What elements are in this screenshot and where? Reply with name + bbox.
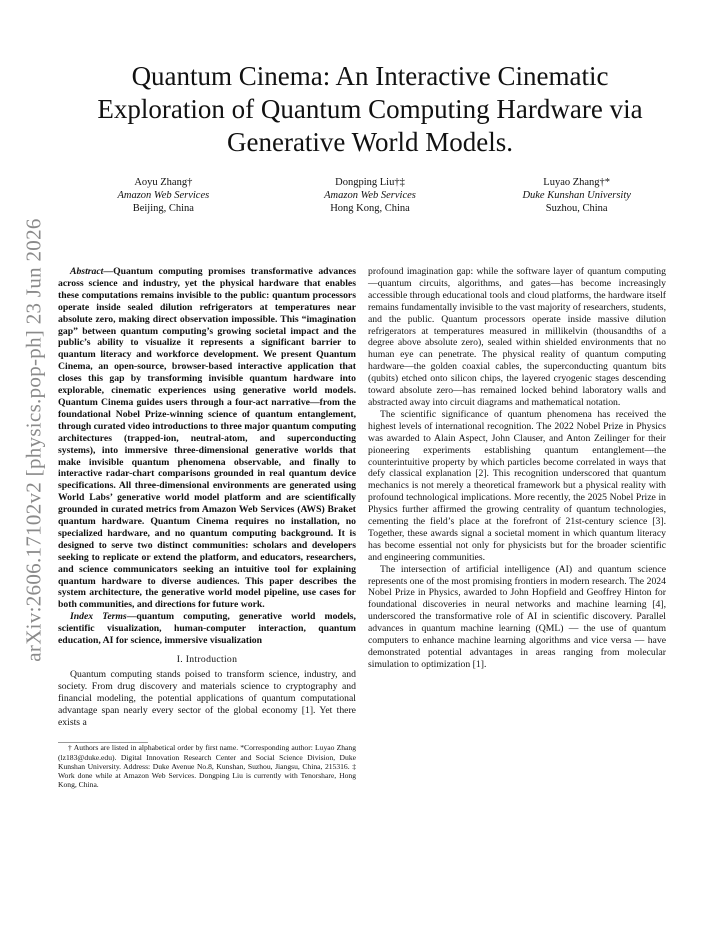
arxiv-identifier: arXiv:2606.17102v2 [physics.pop-ph] 23 Jun 2026 xyxy=(21,218,46,662)
author-2 xyxy=(267,176,474,215)
author-footnote: † Authors are listed in alphabetical order by first name. *Corresponding author: Luyao Zhang (lz183@duke.edu). Digital Innovation Research Center and Social Science Division, Duke Kunshan University. Address: Duke Avenue No.8, Kunshan, Suzhou, Jiangsu, China, 215316. ‡ Work done while at Amazon Web Services. Dongping Liu is currently with Tenorshare, Hong Kong, China. xyxy=(58,743,356,790)
arxiv-sidebar-stamp xyxy=(14,200,54,680)
author-name: Luyao Zhang†* xyxy=(543,177,611,188)
abstract-text: —Quantum computing promises transformative advances across science and industry, yet the physical hardware that enables these computations remains invisible to the public: quantum processors operate inside sealed dilution refrigerators at temperatures near absolute zero, making direct observation impossible. This “imagination gap” between quantum computing’s growing societal impact and the public’s ability to visualize it represents a significant barrier to quantum literacy and workforce development. We present Quantum Cinema, an open-source, browser-based interactive application that closes this gap by transforming invisible quantum hardware into explorable, cinematic experiences using generative world models. Quantum Cinema guides users through a four-act narrative—from the foundational Nobel Prize-winning science of quantum entanglement, through curated video introductions to three major quantum computing architectures (trapped-ion, neutral-atom, and superconducting systems), into immersive three-dimensional generative worlds that make invisible quantum phenomena observable, and finally to interactive radar-chart comparisons grounded in real quantum device specifications. All three-dimensional environments are generated using World Labs’ generative world model platform and are scientifically grounded in curated metrics from Amazon Web Services (AWS) Braket quantum hardware. Quantum Cinema requires no installation, no specialized hardware, and no quantum computing background. It is designed to serve two distinct communities: scholars and developers seeking to replicate or extend the platform, and educators, researchers, and science communicators seeking an intuitive tool for explaining quantum hardware to diverse audiences. This paper describes the system architecture, the generative world model pipeline, use cases for both communities, and directions for future work. xyxy=(58,266,356,611)
author-location: Hong Kong, China xyxy=(330,203,410,214)
intro-paragraph-3: The intersection of artificial intelligence (AI) and quantum science represents one of the most promising frontiers in modern research. The 2024 Nobel Prize in Physics, awarded to John Hopfield and Geoffrey Hinton for foundational discoveries in neural networks and machine learning [4], underscored the transformative role of AI in scientific discovery. Parallel advances in quantum machine learning (QML) — the use of quantum computers to enhance machine learning algorithms and vice versa — have demonstrated potential advantages in areas ranging from molecular simulation to optimization [1]. xyxy=(368,563,666,670)
author-affiliation: Amazon Web Services xyxy=(324,190,416,201)
author-1 xyxy=(60,176,267,215)
left-column xyxy=(58,266,356,789)
index-terms xyxy=(58,611,356,647)
author-3 xyxy=(473,176,680,215)
abstract xyxy=(58,266,356,611)
intro-paragraph-1-continued: profound imagination gap: while the software layer of quantum computing—quantum circuits, algorithms, and gates—has become increasingly accessible through educational tools and cloud platforms, the hardware itself remains fundamentally invisible to the vast majority of researchers, students, and the public. Quantum processors operate inside massive dilution refrigerators at temperatures measured in millikelvin (thousandths of a degree above absolute zero), sealed within shielded environments that no human eye can penetrate. The physical reality of quantum computing hardware—the golden coaxial cables, the superconducting quantum bits (qubits) etched onto silicon chips, the layered cryogenic stages descending toward absolute zero—has remained locked behind laboratory walls and abstracted away into circuit diagrams and mathematical notation. xyxy=(368,266,666,408)
author-block xyxy=(60,176,680,215)
index-terms-label: Index Terms xyxy=(70,611,127,623)
author-name: Dongping Liu†‡ xyxy=(335,177,405,188)
section-heading-introduction: I. Introduction xyxy=(176,654,238,665)
right-column xyxy=(368,266,666,671)
author-affiliation: Amazon Web Services xyxy=(117,190,210,201)
author-affiliation: Duke Kunshan University xyxy=(522,190,631,201)
intro-paragraph-1-start: Quantum computing stands poised to transform science, industry, and society. From drug discovery and materials science to cryptography and financial modeling, the potential applications of quantum computational advantage span nearly every sector of the global economy [1]. Yet there exists a xyxy=(58,668,356,728)
index-terms-text: —quantum computing, generative world models, scientific visualization, human-computer interaction, quantum education, AI for science, immersive visualization xyxy=(58,611,356,647)
author-name: Aoyu Zhang† xyxy=(134,177,193,188)
paper-title: Quantum Cinema: An Interactive Cinematic Exploration of Quantum Computing Hardware via Generative World Models. xyxy=(97,61,643,157)
intro-paragraph-2: The scientific significance of quantum phenomena has received the highest levels of international recognition. The 2022 Nobel Prize in Physics was awarded to Alain Aspect, John Clauser, and Anton Zeilinger for their pioneering experiments establishing quantum entanglement—the counterintuitive property by which particles become correlated in ways that defy classical explanation [2]. This recognition underscored that quantum mechanics is not merely a theoretical framework but a physical reality with profound technological implications. More recently, the 2025 Nobel Prize in Physics further affirmed the growing centrality of quantum technologies, cementing the field’s place at the forefront of 21st-century science [3]. Together, these awards signal a societal moment in which quantum literacy has become essential not only for physicists but for the broader scientific and engineering communities. xyxy=(368,408,666,563)
author-location: Beijing, China xyxy=(132,203,194,214)
author-location: Suzhou, China xyxy=(545,203,608,214)
abstract-label: Abstract xyxy=(70,266,104,277)
